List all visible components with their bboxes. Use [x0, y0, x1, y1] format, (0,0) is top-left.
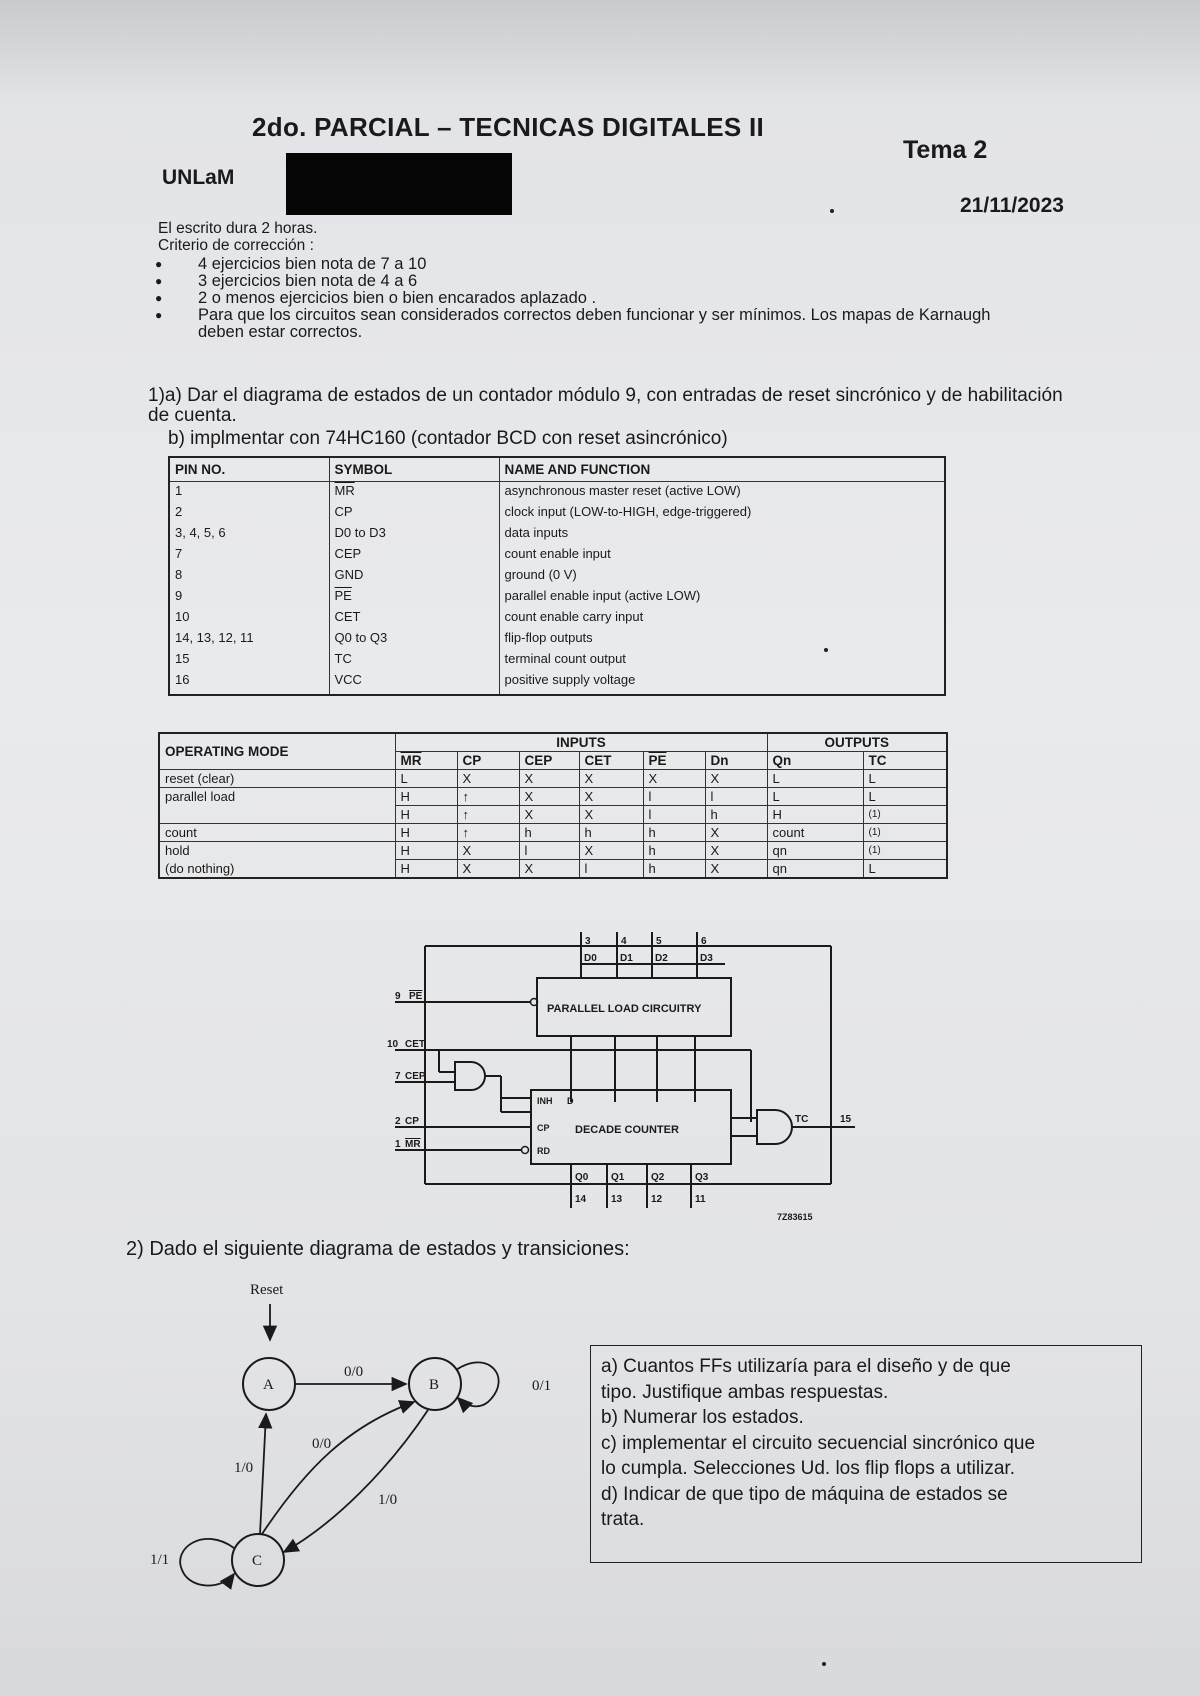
duration-text: El escrito dura 2 horas. — [158, 220, 318, 237]
cell: qn — [767, 860, 863, 879]
state-c-label: C — [252, 1553, 263, 1569]
cell: X — [579, 788, 643, 806]
pin-label: PE — [409, 991, 423, 1002]
pin-label: CEP — [405, 1071, 426, 1082]
cell: L — [863, 788, 947, 806]
cell: (1) — [863, 806, 947, 824]
pin-label: CP — [405, 1116, 419, 1127]
symbol-cell — [329, 587, 499, 608]
cell: X — [579, 842, 643, 860]
state-b-label: B — [429, 1377, 440, 1393]
q-label: Q1 — [611, 1172, 625, 1183]
cell: X — [579, 806, 643, 824]
pin-label: D0 — [584, 953, 597, 964]
table-row — [169, 482, 945, 504]
cell: X — [643, 770, 705, 788]
symbol-cell: CET — [329, 608, 499, 629]
pin-number: 1 — [395, 1139, 401, 1150]
pin-label: D3 — [700, 953, 713, 964]
header-cell: SYMBOL — [329, 457, 499, 482]
question-2: 2) Dado el siguiente diagrama de estados y transiciones: — [126, 1238, 630, 1260]
table-row — [159, 824, 947, 842]
cell: h — [705, 806, 767, 824]
criteria-item: ● 2 o menos ejercicios bien o bien encarados aplazado . — [150, 290, 1100, 307]
pin-table-header — [169, 457, 945, 482]
func-cell: count enable input — [499, 545, 945, 566]
pin-label: D1 — [620, 953, 633, 964]
cell: (1) — [863, 842, 947, 860]
state-a-label: A — [263, 1377, 274, 1393]
question-1a: 1)a) Dar el diagrama de estados de un contador módulo 9, con entradas de reset sincrónico y de habilitación de cuenta. — [148, 385, 1063, 426]
table-row — [159, 860, 947, 879]
col-header-text: $\overline{PE}$ — [648, 753, 667, 768]
pin-label: CET — [405, 1039, 425, 1050]
reset-label: Reset — [250, 1282, 284, 1298]
col-header: TC — [863, 752, 947, 770]
mode-table — [158, 732, 948, 879]
pin-cell: 2 — [169, 503, 329, 524]
header-cell: PIN NO. — [169, 457, 329, 482]
state-diagram — [138, 1278, 578, 1608]
cell: l — [643, 806, 705, 824]
table-row — [169, 566, 945, 587]
func-cell: clock input (LOW-to-HIGH, edge-triggered) — [499, 503, 945, 524]
cell: X — [519, 860, 579, 879]
cell: l — [643, 788, 705, 806]
func-cell: terminal count output — [499, 650, 945, 671]
cell: X — [519, 788, 579, 806]
edge-c-a — [260, 1414, 266, 1534]
func-cell: ground (0 V) — [499, 566, 945, 587]
cell: L — [863, 770, 947, 788]
parallel-load-label: PARALLEL LOAD CIRCUITRY — [547, 1003, 702, 1015]
cell: qn — [767, 842, 863, 860]
mode-table-group-header — [159, 733, 947, 752]
func-cell: data inputs — [499, 524, 945, 545]
cell: H — [395, 824, 457, 842]
pin-number: 6 — [701, 936, 707, 947]
question-line: trata. — [601, 1509, 645, 1530]
cell: X — [705, 824, 767, 842]
table-row — [159, 770, 947, 788]
mode-cell: count — [159, 824, 395, 842]
exam-tema: Tema 2 — [903, 136, 988, 164]
edge-label: 1/0 — [378, 1492, 398, 1508]
cell: H — [767, 806, 863, 824]
bottom-pins — [571, 1164, 691, 1208]
cell: ↑ — [457, 806, 519, 824]
question-line: b) Numerar los estados. — [601, 1407, 804, 1428]
edge-label: 1/1 — [150, 1552, 170, 1568]
table-row — [169, 587, 945, 608]
pin-label: MR — [405, 1139, 421, 1150]
intro-block — [158, 220, 317, 254]
pin-cell: 3, 4, 5, 6 — [169, 524, 329, 545]
pin-cell: 1 — [169, 482, 329, 504]
operating-mode-header: OPERATING MODE — [159, 733, 395, 770]
pin-table — [168, 456, 946, 696]
criteria-item: ● Para que los circuitos sean considerados correctos deben funcionar y ser mínimos. Los mapas de Karnaugh deben estar correctos. — [150, 307, 1100, 341]
edge-label: 0/0 — [344, 1364, 364, 1380]
cell: l — [519, 842, 579, 860]
criteria-title: Criterio de corrección : — [158, 237, 314, 254]
func-cell: asynchronous master reset (active LOW) — [499, 482, 945, 504]
table-row — [169, 650, 945, 671]
func-cell: count enable carry input — [499, 608, 945, 629]
symbol-cell: TC — [329, 650, 499, 671]
col-header: CEP — [519, 752, 579, 770]
cell: X — [705, 860, 767, 879]
cell: X — [705, 842, 767, 860]
question-1b: b) implmentar con 74HC160 (contador BCD con reset asincrónico) — [168, 428, 728, 449]
pin-number: 2 — [395, 1116, 401, 1127]
cell: H — [395, 860, 457, 879]
tc-gate-icon — [757, 1110, 792, 1144]
cell: ↑ — [457, 788, 519, 806]
symbol-text: $\overline{PE}$ — [334, 588, 352, 603]
pin-number: 12 — [651, 1194, 663, 1205]
cell: L — [767, 788, 863, 806]
table-row — [169, 524, 945, 545]
question-line: c) implementar el circuito secuencial sincrónico que — [601, 1432, 1036, 1454]
redacted-name-box — [286, 153, 512, 215]
table-row — [159, 842, 947, 860]
mode-cell: reset (clear) — [159, 770, 395, 788]
decade-counter-label: DECADE COUNTER — [575, 1124, 679, 1136]
tc-label: TC — [795, 1114, 809, 1125]
cell: L — [863, 860, 947, 879]
table-row — [169, 608, 945, 629]
cp-label: CP — [537, 1123, 550, 1133]
pin-label: D2 — [655, 953, 668, 964]
edge-b-b — [456, 1362, 499, 1406]
pin-cell: 9 — [169, 587, 329, 608]
cell: X — [457, 860, 519, 879]
table-row — [169, 629, 945, 650]
mode-cell: parallel load — [159, 788, 395, 806]
col-header-text: $\overline{MR}$ — [400, 753, 422, 768]
edge-label: 0/0 — [312, 1436, 332, 1452]
table-row — [169, 545, 945, 566]
stray-dot — [824, 648, 828, 652]
cell: h — [643, 824, 705, 842]
pin-number: 9 — [395, 991, 401, 1002]
pin-number: 11 — [695, 1194, 706, 1205]
cell: X — [579, 770, 643, 788]
pin-number: 10 — [387, 1039, 399, 1050]
question-line: a) Cuantos FFs utilizaría para el diseño y de que — [601, 1356, 1011, 1377]
criteria-item: ● 3 ejercicios bien nota de 4 a 6 — [150, 273, 1100, 290]
pin-cell: 7 — [169, 545, 329, 566]
cell: ↑ — [457, 824, 519, 842]
table-row — [169, 503, 945, 524]
rd-label: RD — [537, 1146, 550, 1156]
stray-dot — [822, 1662, 826, 1666]
cell: H — [395, 842, 457, 860]
symbol-cell — [329, 482, 499, 504]
symbol-cell: CEP — [329, 545, 499, 566]
and-gate-icon — [455, 1062, 485, 1090]
cell: H — [395, 788, 457, 806]
pin-number: 4 — [621, 936, 627, 947]
cell: l — [579, 860, 643, 879]
pin-cell: 15 — [169, 650, 329, 671]
table-row — [159, 806, 947, 824]
cell: X — [705, 770, 767, 788]
institution: UNLaM — [162, 166, 235, 189]
col-header: Qn — [767, 752, 863, 770]
inputs-header: INPUTS — [395, 733, 767, 752]
col-header: CET — [579, 752, 643, 770]
criteria-item: ● 4 ejercicios bien nota de 7 a 10 — [150, 256, 1100, 273]
pin-cell: 8 — [169, 566, 329, 587]
counter-logic-diagram — [387, 932, 865, 1232]
pin-cell: 14, 13, 12, 11 — [169, 629, 329, 650]
pin-number: 3 — [585, 936, 591, 947]
edge-label: 1/0 — [234, 1460, 254, 1476]
cell: X — [519, 806, 579, 824]
cell: L — [767, 770, 863, 788]
cell: X — [457, 770, 519, 788]
question-line: d) Indicar de que tipo de máquina de estados se — [601, 1483, 1008, 1505]
cell: count — [767, 824, 863, 842]
criteria-list — [150, 256, 1100, 341]
q-label: Q2 — [651, 1172, 665, 1183]
exam-date: 21/11/2023 — [960, 194, 1064, 217]
top-data-lines — [571, 964, 697, 1102]
mr-bubble — [522, 1147, 529, 1154]
cell: (1) — [863, 824, 947, 842]
edge-label: 0/1 — [532, 1378, 552, 1394]
cell: h — [643, 842, 705, 860]
func-cell: positive supply voltage — [499, 671, 945, 695]
symbol-cell: VCC — [329, 671, 499, 695]
cell: h — [579, 824, 643, 842]
cell: H — [395, 806, 457, 824]
question-line: lo cumpla. Selecciones Ud. los flip flops a utilizar. — [601, 1458, 1015, 1479]
q-label: Q0 — [575, 1172, 589, 1183]
table-row — [169, 671, 945, 695]
question-line: tipo. Justifique ambas respuestas. — [601, 1381, 889, 1403]
diagram-code: 7Z83615 — [777, 1212, 813, 1222]
mode-cell: (do nothing) — [159, 860, 395, 879]
cell: l — [705, 788, 767, 806]
pin-number: 5 — [656, 936, 662, 947]
mode-cell: hold — [159, 842, 395, 860]
col-header — [395, 752, 457, 770]
symbol-text: $\overline{MR}$ — [334, 483, 355, 498]
cell: h — [519, 824, 579, 842]
stray-dot — [830, 209, 834, 213]
pin-number: 13 — [611, 1194, 623, 1205]
pin-cell: 10 — [169, 608, 329, 629]
tc-pin: 15 — [840, 1114, 852, 1125]
mode-cell — [159, 806, 395, 824]
symbol-cell: GND — [329, 566, 499, 587]
func-cell: flip-flop outputs — [499, 629, 945, 650]
pin-number: 14 — [575, 1194, 587, 1205]
col-header: Dn — [705, 752, 767, 770]
col-header: CP — [457, 752, 519, 770]
edge-c-c — [180, 1539, 234, 1586]
question-2-box — [590, 1345, 1142, 1563]
symbol-cell: CP — [329, 503, 499, 524]
func-cell: parallel enable input (active LOW) — [499, 587, 945, 608]
q-label: Q3 — [695, 1172, 709, 1183]
pin-number: 7 — [395, 1071, 401, 1082]
inh-label: INH — [537, 1096, 553, 1106]
table-row — [159, 788, 947, 806]
outputs-header: OUTPUTS — [767, 733, 947, 752]
cell: X — [519, 770, 579, 788]
d-label: D — [567, 1096, 574, 1106]
cell: X — [457, 842, 519, 860]
exam-title: 2do. PARCIAL – TECNICAS DIGITALES II — [252, 112, 765, 142]
pin-cell: 16 — [169, 671, 329, 695]
header-cell: NAME AND FUNCTION — [499, 457, 945, 482]
symbol-cell: D0 to D3 — [329, 524, 499, 545]
col-header — [643, 752, 705, 770]
cell: L — [395, 770, 457, 788]
symbol-cell: Q0 to Q3 — [329, 629, 499, 650]
cell: h — [643, 860, 705, 879]
